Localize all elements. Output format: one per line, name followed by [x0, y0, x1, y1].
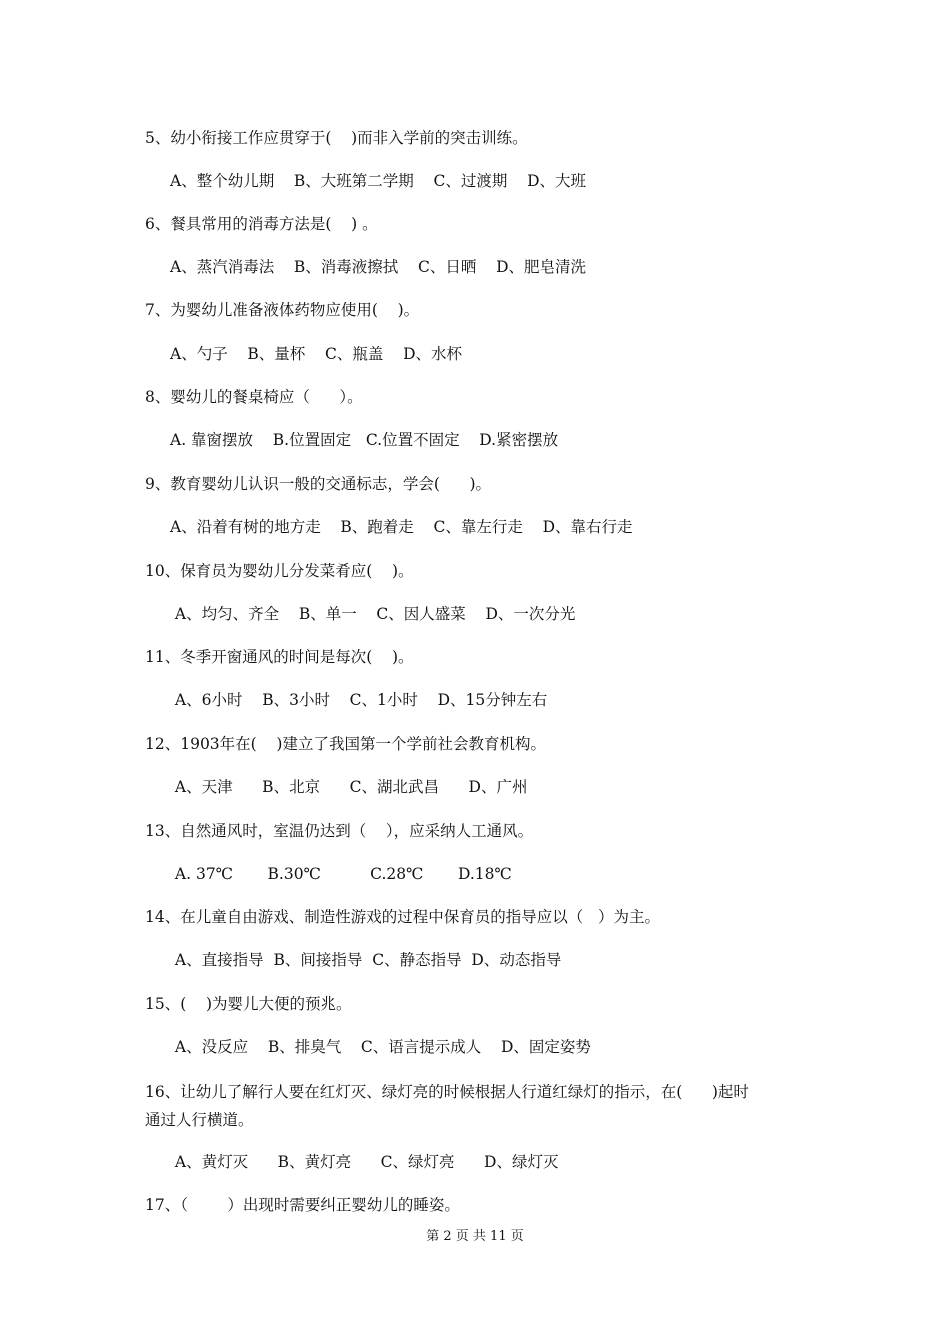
question-14: 14、在儿童自由游戏、制造性游戏的过程中保育员的指导应以（ ）为主。	[145, 908, 661, 926]
question-17: 17、（ ）出现时需要纠正婴幼儿的睡姿。	[145, 1196, 460, 1214]
question-8: 8、婴幼儿的餐桌椅应（ ）。	[145, 388, 363, 406]
question-7-options: A、勺子 B、量杯 C、瓶盖 D、水杯	[170, 345, 462, 363]
question-6: 6、餐具常用的消毒方法是( ) 。	[145, 215, 378, 233]
question-5-options: A、整个幼儿期 B、大班第二学期 C、过渡期 D、大班	[170, 172, 586, 190]
question-11-options: A、6小时 B、3小时 C、1小时 D、15分钟左右	[170, 691, 548, 709]
question-13: 13、自然通风时，室温仍达到（ ），应采纳人工通风。	[145, 822, 534, 840]
question-15-options: A、没反应 B、排臭气 C、语言提示成人 D、固定姿势	[170, 1038, 591, 1056]
question-7: 7、为婴幼儿准备液体药物应使用( )。	[145, 301, 420, 319]
question-16-options: A、黄灯灭 B、黄灯亮 C、绿灯亮 D、绿灯灭	[170, 1153, 559, 1171]
question-9-options: A、沿着有树的地方走 B、跑着走 C、靠左行走 D、靠右行走	[170, 518, 633, 536]
question-10: 10、保育员为婴幼儿分发菜肴应( )。	[145, 562, 414, 580]
question-14-options: A、直接指导 B、间接指导 C、静态指导 D、动态指导	[170, 951, 562, 969]
question-11: 11、冬季开窗通风的时间是每次( )。	[145, 648, 414, 666]
question-13-options: A. 37℃ B.30℃ C.28℃ D.18℃	[170, 865, 512, 883]
question-5: 5、幼小衔接工作应贯穿于( )而非入学前的突击训练。	[145, 129, 528, 147]
question-8-options: A. 靠窗摆放 B.位置固定 C.位置不固定 D.紧密摆放	[170, 431, 559, 449]
question-9: 9、教育婴幼儿认识一般的交通标志，学会( )。	[145, 475, 492, 493]
question-12-options: A、天津 B、北京 C、湖北武昌 D、广州	[170, 778, 528, 796]
question-15: 15、( )为婴儿大便的预兆。	[145, 995, 352, 1013]
question-12: 12、1903年在( )建立了我国第一个学前社会教育机构。	[145, 735, 546, 753]
question-6-options: A、蒸汽消毒法 B、消毒液擦拭 C、日晒 D、肥皂清洗	[170, 258, 586, 276]
question-16: 16、让幼儿了解行人要在红灯灭、绿灯亮的时候根据人行道红绿灯的指示，在( )起时 通过人行横道。	[145, 1083, 749, 1129]
page-footer: 第 2 页 共 11 页	[426, 1229, 524, 1244]
question-10-options: A、均匀、齐全 B、单一 C、因人盛菜 D、一次分光	[170, 605, 576, 623]
